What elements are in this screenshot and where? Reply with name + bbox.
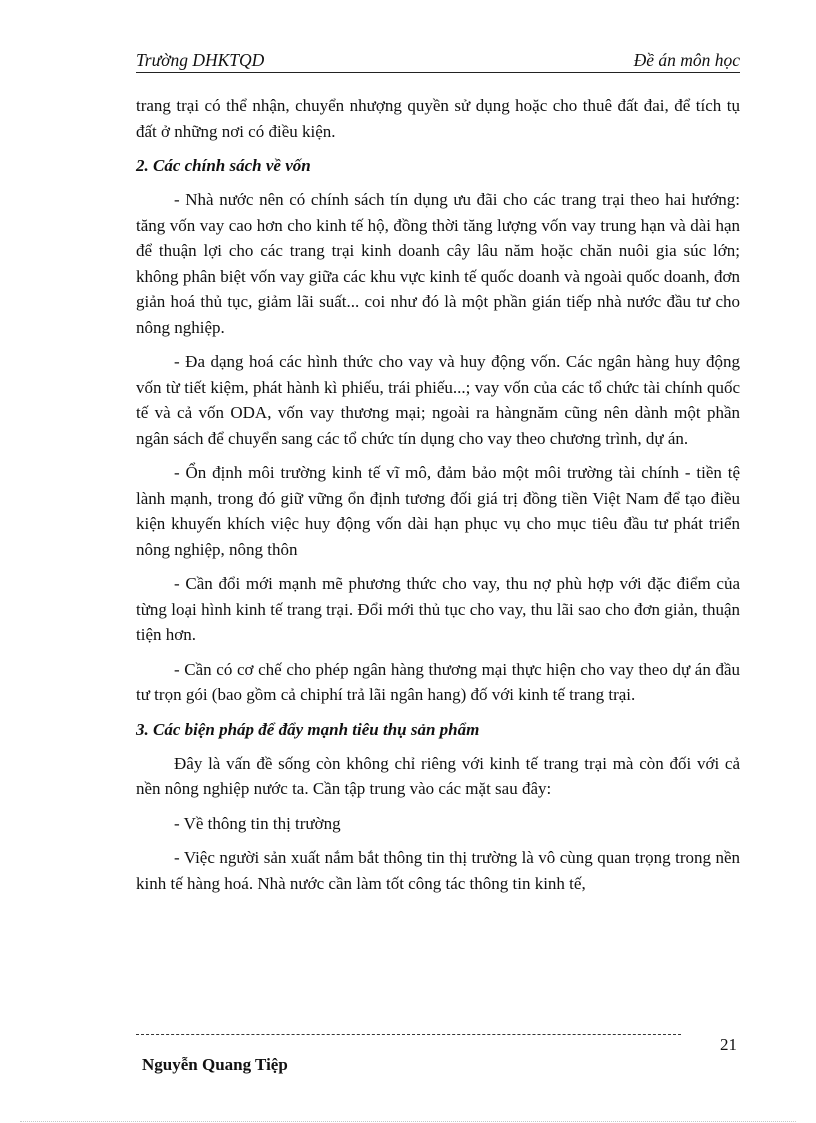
section-heading-consumption: 3. Các biện pháp để đẩy mạnh tiêu thụ sản phẩm [136,719,480,739]
paragraph-lending-reform: - Cần đổi mới mạnh mẽ phương thức cho vay, thu nợ phù hợp với đặc điểm của từng loại hình kinh tế trang trại. Đổi mới thủ tục cho vay, thu lãi sao cho đơn giản, thuận tiện hơn. [136,574,740,644]
paragraph-package-lending: - Cần có cơ chế cho phép ngân hàng thương mại thực hiện cho vay theo dự án đầu tư trọn gói (bao gồm cả chiphí trả lãi ngân hang) đố với kinh tế trang trại. [136,659,740,704]
section-heading-capital-policy: 2. Các chính sách về vốn [136,156,311,175]
footer-dashed-rule [136,1034,681,1035]
paragraph-diversify-lending: - Đa dạng hoá các hình thức cho vay và huy động vốn. Các ngân hàng huy động vốn từ tiết kiệm, phát hành kì phiếu, trái phiếu...; vay vốn của các tổ chức tài chính quốc tế và cả vốn ODA, vốn vay thương mại; ngoài ra hàngnăm cũng nên dành một phần ngân sách để chuyển sang các tổ chức tín dụng cho vay theo chương trình, dự án. [136,352,740,448]
page-body [136,93,740,905]
header-doc-type: Đề án môn học [633,50,740,70]
paragraph-market-info-title: - Về thông tin thị trường [174,813,341,833]
paragraph-credit-policy: - Nhà nước nên có chính sách tín dụng ưu đãi cho các trang trại theo hai hướng: tăng vốn vay cao hơn cho kinh tế hộ, đồng thời tăng lượng vốn vay trung hạn và dài hạn để thuận lợi cho các trang trại kinh doanh cây lâu năm hoặc chăn nuôi gia súc lớn; không phân biệt vốn vay giữa các khu vực kinh tế quốc doanh và ngoài quốc doanh, đơn giản hoá thủ tục, giảm lãi suất... coi như đó là một phần gián tiếp nhà nước đầu tư cho nông nghiệp. [136,190,740,337]
paragraph-macro-stability: - Ổn định môi trường kinh tế vĩ mô, đảm bảo một môi trường tài chính - tiền tệ lành mạnh, trong đó giữ vững ổn định tương đối giá trị đồng tiền Việt Nam để tạo điều kiện khuyến khích việc huy động vốn dài hạn phục vụ cho mục tiêu đầu tư phát triển nông nghiệp, nông thôn [136,463,740,559]
footer-author: Nguyễn Quang Tiệp [142,1055,288,1074]
page-edge-dotted-line [20,1121,796,1122]
header-school: Trường DHKTQD [136,50,265,70]
page-number: 21 [720,1035,737,1054]
paragraph-market-info: - Việc người sản xuất nắm bắt thông tin thị trường là vô cùng quan trọng trong nền kinh tế hàng hoá. Nhà nước cần làm tốt công tác thông tin kinh tế, [136,848,740,893]
paragraph-land-transfer: trang trại có thể nhận, chuyển nhượng quyền sử dụng hoặc cho thuê đất đai, để tích tụ đất ở những nơi có điều kiện. [136,96,740,141]
page-header [136,50,740,73]
paragraph-consumption-intro: Đây là vấn đề sống còn không chỉ riêng với kinh tế trang trại mà còn đối với cả nền nông nghiệp nước ta. Cần tập trung vào các mặt sau đây: [136,753,740,798]
